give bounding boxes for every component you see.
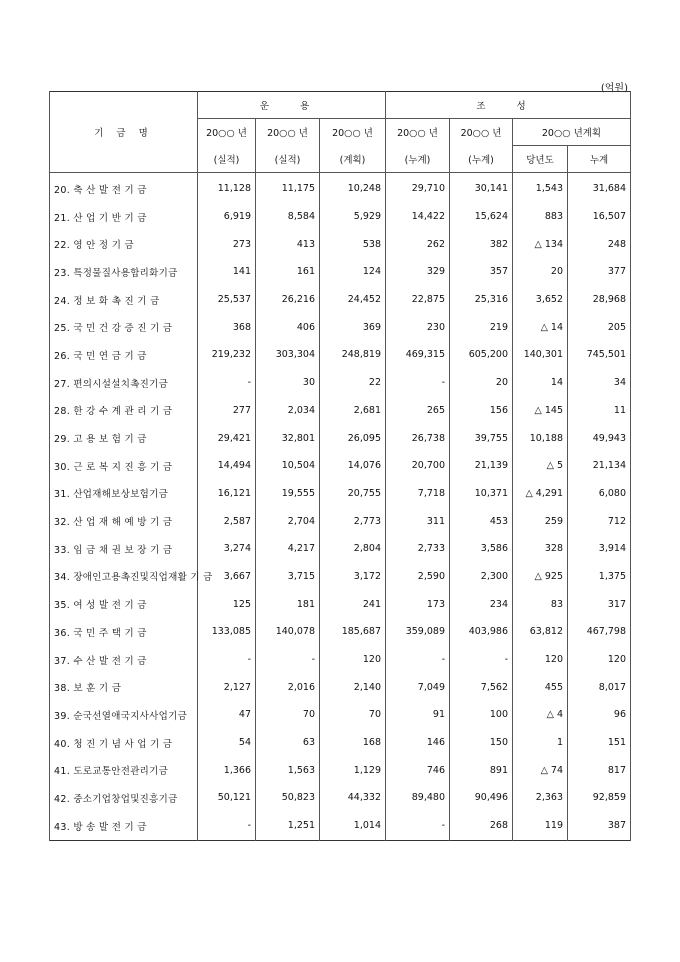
value-cell: - (386, 369, 450, 397)
value-cell: 2,127 (198, 673, 256, 701)
value-cell: 746 (386, 756, 450, 784)
value-cell: 6,080 (568, 480, 631, 508)
value-cell: 29,421 (198, 424, 256, 452)
value-cell: 39,755 (450, 424, 513, 452)
value-cell: 28,968 (568, 286, 631, 314)
unit-label: (억원) (600, 83, 628, 94)
table-row (50, 369, 631, 397)
value-cell: 7,718 (386, 480, 450, 508)
value-cell: 2,140 (320, 673, 386, 701)
value-cell: 47 (198, 701, 256, 729)
value-cell: 20,700 (386, 452, 450, 480)
value-cell: 16,507 (568, 203, 631, 231)
value-cell: 50,823 (256, 784, 320, 812)
header-year: 20○○ 년 (198, 119, 256, 146)
value-cell: △ 134 (513, 230, 568, 258)
value-cell: △ 4,291 (513, 480, 568, 508)
value-cell: 891 (450, 756, 513, 784)
value-cell: 10,248 (320, 173, 386, 203)
value-cell: 311 (386, 507, 450, 535)
value-cell: 469,315 (386, 341, 450, 369)
value-cell: 262 (386, 230, 450, 258)
value-cell: 120 (513, 646, 568, 674)
value-cell: 2,034 (256, 397, 320, 425)
value-cell: 268 (450, 812, 513, 840)
value-cell: 303,304 (256, 341, 320, 369)
value-cell: 3,274 (198, 535, 256, 563)
header-sub: 누계 (568, 146, 631, 173)
value-cell: 11,128 (198, 173, 256, 203)
value-cell: 25,537 (198, 286, 256, 314)
value-cell: 377 (568, 258, 631, 286)
value-cell: 146 (386, 729, 450, 757)
value-cell: 2,773 (320, 507, 386, 535)
value-cell: 7,049 (386, 673, 450, 701)
value-cell: 230 (386, 313, 450, 341)
value-cell: 11 (568, 397, 631, 425)
fund-name-cell: 42. 중소기업창업및진흥기금 (50, 784, 198, 812)
value-cell: 219 (450, 313, 513, 341)
value-cell: 317 (568, 590, 631, 618)
value-cell: 712 (568, 507, 631, 535)
table-row (50, 756, 631, 784)
fund-name-cell: 43. 방 송 발 전 기 금 (50, 812, 198, 840)
value-cell: 70 (320, 701, 386, 729)
table-row (50, 701, 631, 729)
value-cell: 125 (198, 590, 256, 618)
value-cell: 467,798 (568, 618, 631, 646)
header-sub: 당년도 (513, 146, 568, 173)
value-cell: - (386, 812, 450, 840)
value-cell: 96 (568, 701, 631, 729)
value-cell: 2,587 (198, 507, 256, 535)
value-cell: 141 (198, 258, 256, 286)
value-cell: 31,684 (568, 173, 631, 203)
value-cell: 10,504 (256, 452, 320, 480)
value-cell: 140,078 (256, 618, 320, 646)
value-cell: 241 (320, 590, 386, 618)
value-cell: 120 (320, 646, 386, 674)
value-cell: 54 (198, 729, 256, 757)
value-cell: 3,172 (320, 563, 386, 591)
value-cell: 1,375 (568, 563, 631, 591)
value-cell: 248 (568, 230, 631, 258)
value-cell: △ 74 (513, 756, 568, 784)
value-cell: 19,555 (256, 480, 320, 508)
value-cell: 133,085 (198, 618, 256, 646)
header-sub: (누계) (386, 146, 450, 173)
value-cell: 120 (568, 646, 631, 674)
fund-name-cell: 33. 임 금 채 권 보 장 기 금 (50, 535, 198, 563)
value-cell: 2,016 (256, 673, 320, 701)
value-cell: 20 (450, 369, 513, 397)
value-cell: 1 (513, 729, 568, 757)
value-cell: 2,590 (386, 563, 450, 591)
value-cell: 119 (513, 812, 568, 840)
fund-name-cell: 34. 장애인고용촉진및직업재활 기 금 (50, 563, 198, 591)
value-cell: 1,014 (320, 812, 386, 840)
value-cell: 8,017 (568, 673, 631, 701)
value-cell: △ 4 (513, 701, 568, 729)
table-row (50, 646, 631, 674)
table-row (50, 729, 631, 757)
value-cell: 2,733 (386, 535, 450, 563)
value-cell: 161 (256, 258, 320, 286)
value-cell: 2,681 (320, 397, 386, 425)
fund-name-cell: 21. 산 업 기 반 기 금 (50, 203, 198, 231)
table-row (50, 424, 631, 452)
value-cell: 248,819 (320, 341, 386, 369)
value-cell: 21,139 (450, 452, 513, 480)
value-cell: - (198, 812, 256, 840)
value-cell: 817 (568, 756, 631, 784)
table-row (50, 812, 631, 840)
value-cell: 2,704 (256, 507, 320, 535)
value-cell: 273 (198, 230, 256, 258)
value-cell: 328 (513, 535, 568, 563)
value-cell: 219,232 (198, 341, 256, 369)
value-cell: 382 (450, 230, 513, 258)
value-cell: 10,371 (450, 480, 513, 508)
value-cell: 5,929 (320, 203, 386, 231)
value-cell: 2,363 (513, 784, 568, 812)
fund-table-body (50, 173, 631, 841)
value-cell: 20,755 (320, 480, 386, 508)
fund-name-cell: 29. 고 용 보 험 기 금 (50, 424, 198, 452)
fund-name-cell: 22. 영 안 정 기 금 (50, 230, 198, 258)
header-plan: 20○○ 년계획 (513, 119, 631, 146)
value-cell: 265 (386, 397, 450, 425)
value-cell: 1,366 (198, 756, 256, 784)
value-cell: 455 (513, 673, 568, 701)
value-cell: 181 (256, 590, 320, 618)
value-cell: 21,134 (568, 452, 631, 480)
value-cell: 63 (256, 729, 320, 757)
header-sub: (실적) (256, 146, 320, 173)
fund-table (49, 91, 631, 841)
value-cell: - (450, 646, 513, 674)
header-year: 20○○ 년 (386, 119, 450, 146)
table-row (50, 452, 631, 480)
value-cell: 1,251 (256, 812, 320, 840)
value-cell: 49,943 (568, 424, 631, 452)
value-cell: 168 (320, 729, 386, 757)
value-cell: 50,121 (198, 784, 256, 812)
value-cell: 34 (568, 369, 631, 397)
value-cell: 14,076 (320, 452, 386, 480)
header-operation: 운 용 (198, 92, 386, 119)
value-cell: 3,652 (513, 286, 568, 314)
value-cell: - (386, 646, 450, 674)
value-cell: 30 (256, 369, 320, 397)
fund-name-cell: 26. 국 민 연 금 기 금 (50, 341, 198, 369)
value-cell: 83 (513, 590, 568, 618)
value-cell: 15,624 (450, 203, 513, 231)
value-cell: 357 (450, 258, 513, 286)
value-cell: 406 (256, 313, 320, 341)
value-cell: 26,738 (386, 424, 450, 452)
value-cell: 151 (568, 729, 631, 757)
value-cell: 3,586 (450, 535, 513, 563)
header-sub: (계획) (320, 146, 386, 173)
table-row (50, 286, 631, 314)
fund-name-cell: 27. 편의시설설치촉진기금 (50, 369, 198, 397)
value-cell: 20 (513, 258, 568, 286)
value-cell: 14 (513, 369, 568, 397)
value-cell: 277 (198, 397, 256, 425)
value-cell: 6,919 (198, 203, 256, 231)
value-cell: 10,188 (513, 424, 568, 452)
value-cell: 92,859 (568, 784, 631, 812)
value-cell: 150 (450, 729, 513, 757)
header-year: 20○○ 년 (256, 119, 320, 146)
value-cell: 22,875 (386, 286, 450, 314)
value-cell: △ 5 (513, 452, 568, 480)
value-cell: 24,452 (320, 286, 386, 314)
value-cell: 368 (198, 313, 256, 341)
fund-name-cell: 36. 국 민 주 택 기 금 (50, 618, 198, 646)
value-cell: 32,801 (256, 424, 320, 452)
value-cell: 453 (450, 507, 513, 535)
fund-name-cell: 25. 국 민 건 강 증 진 기 금 (50, 313, 198, 341)
value-cell: 44,332 (320, 784, 386, 812)
value-cell: 883 (513, 203, 568, 231)
table-row (50, 480, 631, 508)
value-cell: 29,710 (386, 173, 450, 203)
fund-name-cell: 30. 근 로 복 지 진 흥 기 금 (50, 452, 198, 480)
table-row (50, 313, 631, 341)
table-row (50, 784, 631, 812)
value-cell: △ 14 (513, 313, 568, 341)
value-cell: - (198, 646, 256, 674)
value-cell: 26,216 (256, 286, 320, 314)
fund-name-cell: 20. 축 산 발 전 기 금 (50, 173, 198, 203)
value-cell: 70 (256, 701, 320, 729)
fund-name-cell: 40. 청 진 기 념 사 업 기 금 (50, 729, 198, 757)
value-cell: 1,563 (256, 756, 320, 784)
value-cell: - (198, 369, 256, 397)
table-row (50, 590, 631, 618)
fund-name-cell: 35. 여 성 발 전 기 금 (50, 590, 198, 618)
table-row (50, 173, 631, 203)
header-year: 20○○ 년 (320, 119, 386, 146)
value-cell: 173 (386, 590, 450, 618)
header-fund-name: 기 금 명 (50, 92, 198, 173)
fund-name-cell: 38. 보 훈 기 금 (50, 673, 198, 701)
table-row (50, 341, 631, 369)
value-cell: 91 (386, 701, 450, 729)
table-row (50, 258, 631, 286)
value-cell: 745,501 (568, 341, 631, 369)
value-cell: 16,121 (198, 480, 256, 508)
value-cell: 26,095 (320, 424, 386, 452)
value-cell: 140,301 (513, 341, 568, 369)
value-cell: 90,496 (450, 784, 513, 812)
table-row (50, 673, 631, 701)
fund-name-cell: 37. 수 산 발 전 기 금 (50, 646, 198, 674)
table-row (50, 618, 631, 646)
value-cell: 8,584 (256, 203, 320, 231)
value-cell: 22 (320, 369, 386, 397)
value-cell: 3,667 (198, 563, 256, 591)
value-cell: 1,129 (320, 756, 386, 784)
fund-name-cell: 23. 특정물질사용합리화기금 (50, 258, 198, 286)
fund-name-cell: 39. 순국선열애국지사사업기금 (50, 701, 198, 729)
value-cell: 3,914 (568, 535, 631, 563)
value-cell: 11,175 (256, 173, 320, 203)
value-cell: 124 (320, 258, 386, 286)
fund-name-cell: 31. 산업재해보상보험기금 (50, 480, 198, 508)
value-cell: 1,543 (513, 173, 568, 203)
value-cell: 156 (450, 397, 513, 425)
value-cell: 14,494 (198, 452, 256, 480)
fund-name-cell: 32. 산 업 재 해 예 방 기 금 (50, 507, 198, 535)
table-row (50, 230, 631, 258)
value-cell: 185,687 (320, 618, 386, 646)
fund-name-cell: 41. 도로교통안전관리기금 (50, 756, 198, 784)
value-cell: 100 (450, 701, 513, 729)
table-row (50, 563, 631, 591)
value-cell: △ 145 (513, 397, 568, 425)
value-cell: 387 (568, 812, 631, 840)
value-cell: 30,141 (450, 173, 513, 203)
value-cell: 205 (568, 313, 631, 341)
value-cell: - (256, 646, 320, 674)
fund-name-cell: 24. 정 보 화 촉 진 기 금 (50, 286, 198, 314)
value-cell: △ 925 (513, 563, 568, 591)
header-sub: (실적) (198, 146, 256, 173)
table-row (50, 397, 631, 425)
value-cell: 4,217 (256, 535, 320, 563)
value-cell: 14,422 (386, 203, 450, 231)
value-cell: 7,562 (450, 673, 513, 701)
value-cell: 403,986 (450, 618, 513, 646)
header-raising: 조 성 (386, 92, 631, 119)
value-cell: 25,316 (450, 286, 513, 314)
value-cell: 359,089 (386, 618, 450, 646)
value-cell: 329 (386, 258, 450, 286)
header-sub: (누계) (450, 146, 513, 173)
value-cell: 605,200 (450, 341, 513, 369)
value-cell: 234 (450, 590, 513, 618)
value-cell: 369 (320, 313, 386, 341)
fund-name-cell: 28. 한 강 수 계 관 리 기 금 (50, 397, 198, 425)
value-cell: 63,812 (513, 618, 568, 646)
value-cell: 2,300 (450, 563, 513, 591)
value-cell: 413 (256, 230, 320, 258)
table-row (50, 535, 631, 563)
value-cell: 89,480 (386, 784, 450, 812)
table-row (50, 203, 631, 231)
value-cell: 3,715 (256, 563, 320, 591)
value-cell: 538 (320, 230, 386, 258)
header-year: 20○○ 년 (450, 119, 513, 146)
value-cell: 259 (513, 507, 568, 535)
value-cell: 2,804 (320, 535, 386, 563)
table-row (50, 507, 631, 535)
